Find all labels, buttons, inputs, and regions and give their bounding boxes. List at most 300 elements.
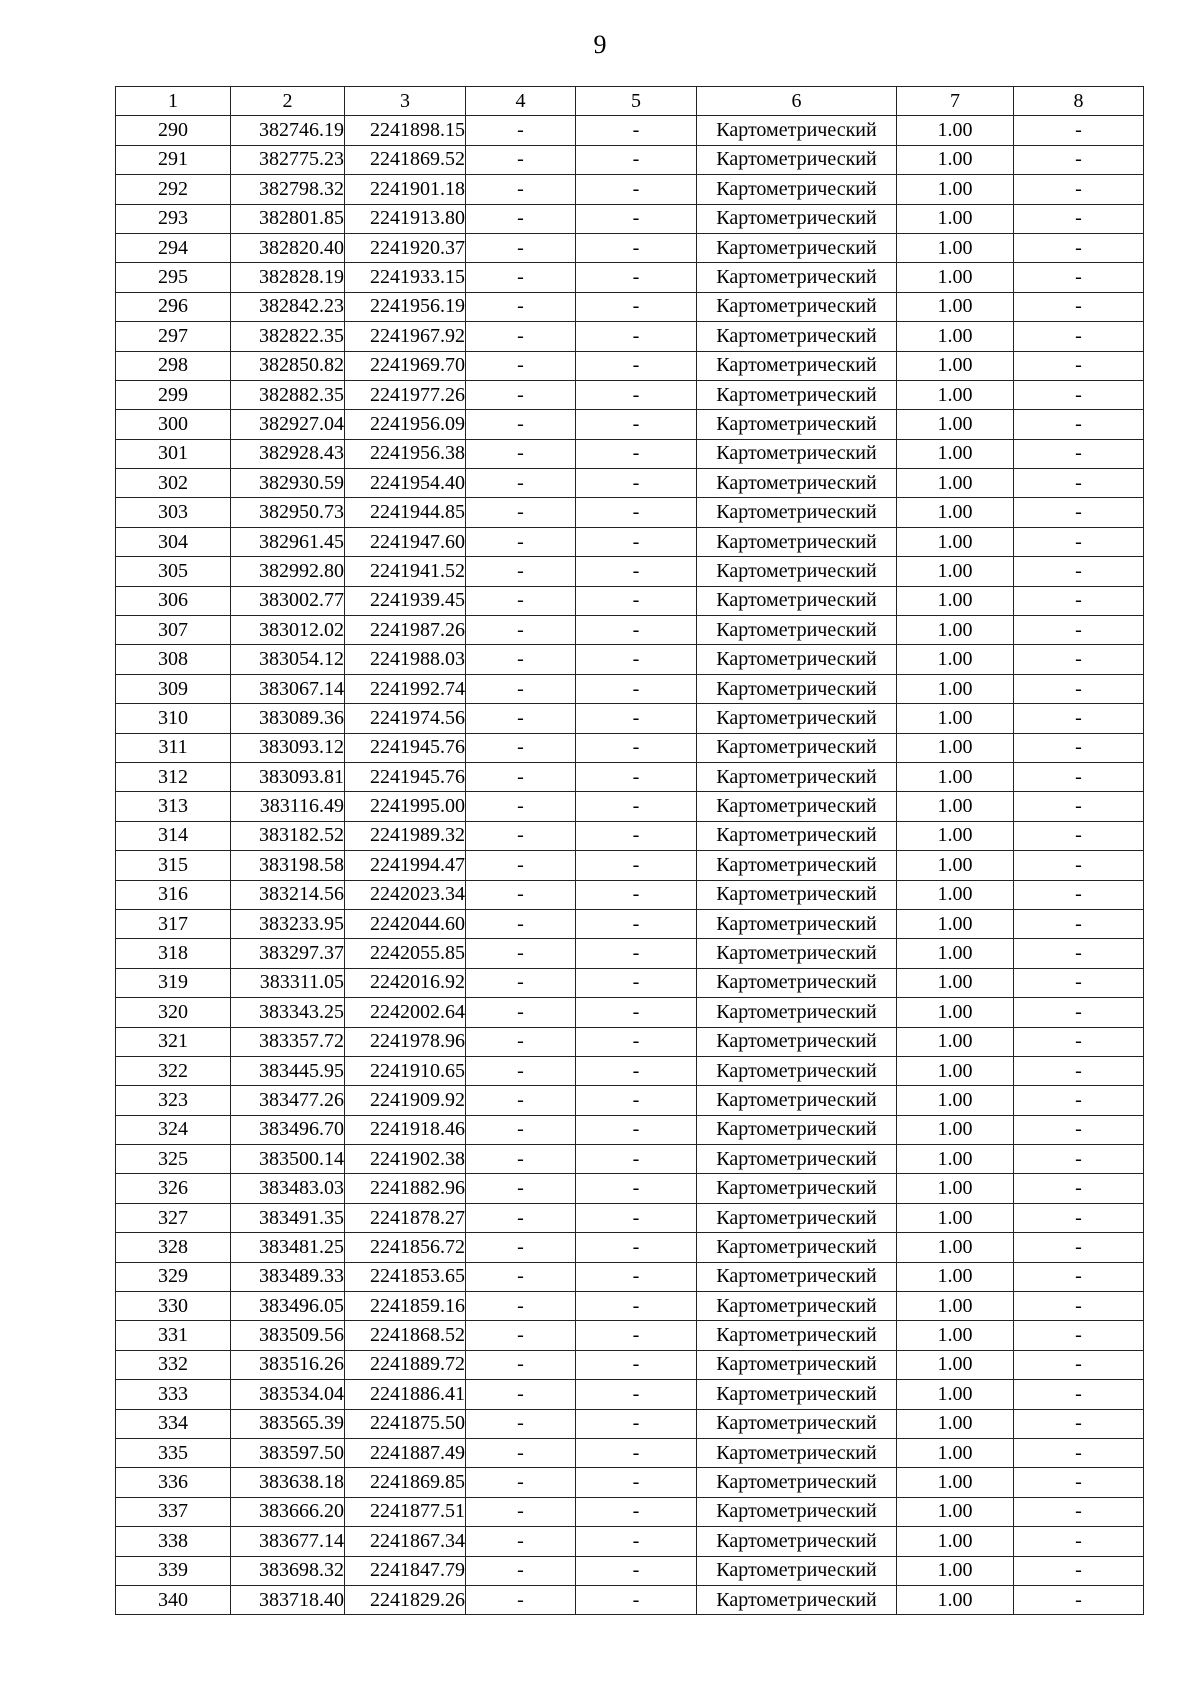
column-4-cell: -	[466, 439, 576, 468]
point-number-cell: 331	[116, 1321, 231, 1350]
column-5-cell: -	[576, 880, 697, 909]
point-number-cell: 333	[116, 1380, 231, 1409]
column-5-cell: -	[576, 1086, 697, 1115]
y-coordinate-cell: 2241994.47	[345, 851, 466, 880]
method-cell: Картометрический	[697, 1203, 897, 1232]
column-5-cell: -	[576, 1409, 697, 1438]
point-number-cell: 325	[116, 1145, 231, 1174]
y-coordinate-cell: 2241956.19	[345, 292, 466, 321]
method-cell: Картометрический	[697, 557, 897, 586]
column-5-cell: -	[576, 1350, 697, 1379]
table-row	[116, 1262, 1144, 1291]
x-coordinate-cell: 382961.45	[231, 527, 345, 556]
column-5-cell: -	[576, 204, 697, 233]
point-number-cell: 307	[116, 616, 231, 645]
point-number-cell: 328	[116, 1233, 231, 1262]
column-4-cell: -	[466, 909, 576, 938]
method-cell: Картометрический	[697, 880, 897, 909]
column-4-cell: -	[466, 968, 576, 997]
table-row	[116, 821, 1144, 850]
point-number-cell: 290	[116, 116, 231, 145]
table-row	[116, 586, 1144, 615]
column-8-cell: -	[1014, 821, 1144, 850]
column-4-cell: -	[466, 616, 576, 645]
accuracy-cell: 1.00	[897, 880, 1014, 909]
accuracy-cell: 1.00	[897, 116, 1014, 145]
column-8-cell: -	[1014, 792, 1144, 821]
accuracy-cell: 1.00	[897, 1027, 1014, 1056]
accuracy-cell: 1.00	[897, 1233, 1014, 1262]
accuracy-cell: 1.00	[897, 380, 1014, 409]
y-coordinate-cell: 2241988.03	[345, 645, 466, 674]
table-row	[116, 939, 1144, 968]
point-number-cell: 309	[116, 674, 231, 703]
accuracy-cell: 1.00	[897, 1056, 1014, 1085]
x-coordinate-cell: 383054.12	[231, 645, 345, 674]
column-4-cell: -	[466, 1585, 576, 1614]
method-cell: Картометрический	[697, 909, 897, 938]
method-cell: Картометрический	[697, 380, 897, 409]
x-coordinate-cell: 383677.14	[231, 1527, 345, 1556]
y-coordinate-cell: 2241933.15	[345, 263, 466, 292]
y-coordinate-cell: 2241889.72	[345, 1350, 466, 1379]
point-number-cell: 305	[116, 557, 231, 586]
column-4-cell: -	[466, 1203, 576, 1232]
accuracy-cell: 1.00	[897, 145, 1014, 174]
method-cell: Картометрический	[697, 1468, 897, 1497]
accuracy-cell: 1.00	[897, 439, 1014, 468]
x-coordinate-cell: 382775.23	[231, 145, 345, 174]
method-cell: Картометрический	[697, 498, 897, 527]
accuracy-cell: 1.00	[897, 1086, 1014, 1115]
column-5-cell: -	[576, 616, 697, 645]
y-coordinate-cell: 2241945.76	[345, 733, 466, 762]
column-4-cell: -	[466, 792, 576, 821]
method-cell: Картометрический	[697, 1027, 897, 1056]
table-row	[116, 1556, 1144, 1585]
column-8-cell: -	[1014, 1262, 1144, 1291]
column-5-cell: -	[576, 292, 697, 321]
accuracy-cell: 1.00	[897, 939, 1014, 968]
y-coordinate-cell: 2242044.60	[345, 909, 466, 938]
point-number-cell: 317	[116, 909, 231, 938]
x-coordinate-cell: 383093.12	[231, 733, 345, 762]
point-number-cell: 321	[116, 1027, 231, 1056]
point-number-cell: 301	[116, 439, 231, 468]
point-number-cell: 292	[116, 175, 231, 204]
x-coordinate-cell: 382798.32	[231, 175, 345, 204]
accuracy-cell: 1.00	[897, 292, 1014, 321]
column-4-cell: -	[466, 1409, 576, 1438]
method-cell: Картометрический	[697, 410, 897, 439]
column-8-cell: -	[1014, 322, 1144, 351]
column-8-cell: -	[1014, 1233, 1144, 1262]
y-coordinate-cell: 2241878.27	[345, 1203, 466, 1232]
point-number-cell: 311	[116, 733, 231, 762]
point-number-cell: 295	[116, 263, 231, 292]
column-header-2: 2	[231, 87, 345, 116]
accuracy-cell: 1.00	[897, 1292, 1014, 1321]
column-4-cell: -	[466, 557, 576, 586]
column-8-cell: -	[1014, 1174, 1144, 1203]
table-row	[116, 674, 1144, 703]
column-8-cell: -	[1014, 1409, 1144, 1438]
column-5-cell: -	[576, 1174, 697, 1203]
method-cell: Картометрический	[697, 175, 897, 204]
x-coordinate-cell: 383297.37	[231, 939, 345, 968]
table-row	[116, 1233, 1144, 1262]
accuracy-cell: 1.00	[897, 1438, 1014, 1467]
column-5-cell: -	[576, 1497, 697, 1526]
table-row	[116, 469, 1144, 498]
column-4-cell: -	[466, 1056, 576, 1085]
point-number-cell: 296	[116, 292, 231, 321]
column-5-cell: -	[576, 792, 697, 821]
column-8-cell: -	[1014, 263, 1144, 292]
column-5-cell: -	[576, 1468, 697, 1497]
point-number-cell: 322	[116, 1056, 231, 1085]
point-number-cell: 340	[116, 1585, 231, 1614]
column-5-cell: -	[576, 116, 697, 145]
column-header-8: 8	[1014, 87, 1144, 116]
column-4-cell: -	[466, 939, 576, 968]
column-4-cell: -	[466, 586, 576, 615]
column-8-cell: -	[1014, 1556, 1144, 1585]
table-row	[116, 1292, 1144, 1321]
point-number-cell: 308	[116, 645, 231, 674]
x-coordinate-cell: 383483.03	[231, 1174, 345, 1203]
accuracy-cell: 1.00	[897, 469, 1014, 498]
column-8-cell: -	[1014, 1292, 1144, 1321]
table-row	[116, 233, 1144, 262]
method-cell: Картометрический	[697, 674, 897, 703]
column-8-cell: -	[1014, 1321, 1144, 1350]
accuracy-cell: 1.00	[897, 586, 1014, 615]
table-row	[116, 792, 1144, 821]
x-coordinate-cell: 383666.20	[231, 1497, 345, 1526]
accuracy-cell: 1.00	[897, 322, 1014, 351]
point-number-cell: 306	[116, 586, 231, 615]
y-coordinate-cell: 2241992.74	[345, 674, 466, 703]
y-coordinate-cell: 2241920.37	[345, 233, 466, 262]
column-5-cell: -	[576, 1233, 697, 1262]
x-coordinate-cell: 382828.19	[231, 263, 345, 292]
y-coordinate-cell: 2241898.15	[345, 116, 466, 145]
column-4-cell: -	[466, 1468, 576, 1497]
y-coordinate-cell: 2241877.51	[345, 1497, 466, 1526]
column-4-cell: -	[466, 1027, 576, 1056]
accuracy-cell: 1.00	[897, 1262, 1014, 1291]
point-number-cell: 329	[116, 1262, 231, 1291]
accuracy-cell: 1.00	[897, 674, 1014, 703]
table-row	[116, 762, 1144, 791]
column-8-cell: -	[1014, 704, 1144, 733]
accuracy-cell: 1.00	[897, 1527, 1014, 1556]
point-number-cell: 293	[116, 204, 231, 233]
y-coordinate-cell: 2241909.92	[345, 1086, 466, 1115]
y-coordinate-cell: 2241887.49	[345, 1438, 466, 1467]
column-header-4: 4	[466, 87, 576, 116]
point-number-cell: 334	[116, 1409, 231, 1438]
accuracy-cell: 1.00	[897, 909, 1014, 938]
y-coordinate-cell: 2241875.50	[345, 1409, 466, 1438]
method-cell: Картометрический	[697, 586, 897, 615]
y-coordinate-cell: 2241853.65	[345, 1262, 466, 1291]
column-5-cell: -	[576, 1262, 697, 1291]
table-row	[116, 909, 1144, 938]
point-number-cell: 297	[116, 322, 231, 351]
table-row	[116, 851, 1144, 880]
column-8-cell: -	[1014, 1438, 1144, 1467]
column-5-cell: -	[576, 469, 697, 498]
point-number-cell: 294	[116, 233, 231, 262]
column-4-cell: -	[466, 410, 576, 439]
method-cell: Картометрический	[697, 527, 897, 556]
method-cell: Картометрический	[697, 1380, 897, 1409]
point-number-cell: 302	[116, 469, 231, 498]
column-4-cell: -	[466, 762, 576, 791]
point-number-cell: 327	[116, 1203, 231, 1232]
point-number-cell: 312	[116, 762, 231, 791]
column-4-cell: -	[466, 322, 576, 351]
column-header-1: 1	[116, 87, 231, 116]
column-5-cell: -	[576, 939, 697, 968]
column-5-cell: -	[576, 410, 697, 439]
accuracy-cell: 1.00	[897, 1409, 1014, 1438]
table-row	[116, 616, 1144, 645]
column-4-cell: -	[466, 380, 576, 409]
column-4-cell: -	[466, 704, 576, 733]
column-4-cell: -	[466, 1174, 576, 1203]
table-row	[116, 439, 1144, 468]
y-coordinate-cell: 2241939.45	[345, 586, 466, 615]
column-header-6: 6	[697, 87, 897, 116]
x-coordinate-cell: 382822.35	[231, 322, 345, 351]
method-cell: Картометрический	[697, 233, 897, 262]
column-4-cell: -	[466, 469, 576, 498]
method-cell: Картометрический	[697, 145, 897, 174]
column-8-cell: -	[1014, 175, 1144, 204]
column-5-cell: -	[576, 351, 697, 380]
column-8-cell: -	[1014, 968, 1144, 997]
y-coordinate-cell: 2241868.52	[345, 1321, 466, 1350]
column-8-cell: -	[1014, 527, 1144, 556]
column-8-cell: -	[1014, 1027, 1144, 1056]
table-row	[116, 527, 1144, 556]
column-4-cell: -	[466, 1292, 576, 1321]
point-number-cell: 310	[116, 704, 231, 733]
column-header-7: 7	[897, 87, 1014, 116]
x-coordinate-cell: 383638.18	[231, 1468, 345, 1497]
column-5-cell: -	[576, 674, 697, 703]
accuracy-cell: 1.00	[897, 204, 1014, 233]
column-4-cell: -	[466, 498, 576, 527]
column-5-cell: -	[576, 1556, 697, 1585]
column-8-cell: -	[1014, 1056, 1144, 1085]
table-row	[116, 1438, 1144, 1467]
x-coordinate-cell: 382801.85	[231, 204, 345, 233]
y-coordinate-cell: 2241967.92	[345, 322, 466, 351]
point-number-cell: 314	[116, 821, 231, 850]
table-row	[116, 292, 1144, 321]
y-coordinate-cell: 2241978.96	[345, 1027, 466, 1056]
x-coordinate-cell: 383198.58	[231, 851, 345, 880]
column-8-cell: -	[1014, 439, 1144, 468]
method-cell: Картометрический	[697, 1527, 897, 1556]
point-number-cell: 332	[116, 1350, 231, 1379]
column-4-cell: -	[466, 1497, 576, 1526]
point-number-cell: 319	[116, 968, 231, 997]
table-row	[116, 1115, 1144, 1144]
accuracy-cell: 1.00	[897, 1174, 1014, 1203]
accuracy-cell: 1.00	[897, 1497, 1014, 1526]
y-coordinate-cell: 2241956.09	[345, 410, 466, 439]
table-row	[116, 1585, 1144, 1614]
method-cell: Картометрический	[697, 116, 897, 145]
column-5-cell: -	[576, 1380, 697, 1409]
accuracy-cell: 1.00	[897, 616, 1014, 645]
table-body	[116, 116, 1144, 1615]
y-coordinate-cell: 2241901.18	[345, 175, 466, 204]
method-cell: Картометрический	[697, 1497, 897, 1526]
table-row	[116, 145, 1144, 174]
column-8-cell: -	[1014, 233, 1144, 262]
column-8-cell: -	[1014, 410, 1144, 439]
accuracy-cell: 1.00	[897, 527, 1014, 556]
column-8-cell: -	[1014, 204, 1144, 233]
x-coordinate-cell: 382927.04	[231, 410, 345, 439]
column-4-cell: -	[466, 1233, 576, 1262]
y-coordinate-cell: 2241882.96	[345, 1174, 466, 1203]
table-row	[116, 1027, 1144, 1056]
column-4-cell: -	[466, 233, 576, 262]
y-coordinate-cell: 2241902.38	[345, 1145, 466, 1174]
column-8-cell: -	[1014, 1585, 1144, 1614]
accuracy-cell: 1.00	[897, 557, 1014, 586]
x-coordinate-cell: 383534.04	[231, 1380, 345, 1409]
column-8-cell: -	[1014, 616, 1144, 645]
method-cell: Картометрический	[697, 263, 897, 292]
accuracy-cell: 1.00	[897, 1145, 1014, 1174]
column-8-cell: -	[1014, 292, 1144, 321]
x-coordinate-cell: 383496.05	[231, 1292, 345, 1321]
accuracy-cell: 1.00	[897, 410, 1014, 439]
y-coordinate-cell: 2241947.60	[345, 527, 466, 556]
table-row	[116, 968, 1144, 997]
column-8-cell: -	[1014, 733, 1144, 762]
x-coordinate-cell: 383002.77	[231, 586, 345, 615]
x-coordinate-cell: 382842.23	[231, 292, 345, 321]
header-row	[116, 87, 1144, 116]
x-coordinate-cell: 383565.39	[231, 1409, 345, 1438]
accuracy-cell: 1.00	[897, 645, 1014, 674]
point-number-cell: 303	[116, 498, 231, 527]
accuracy-cell: 1.00	[897, 1380, 1014, 1409]
x-coordinate-cell: 382930.59	[231, 469, 345, 498]
y-coordinate-cell: 2241918.46	[345, 1115, 466, 1144]
page-number: 9	[593, 30, 607, 59]
accuracy-cell: 1.00	[897, 498, 1014, 527]
method-cell: Картометрический	[697, 439, 897, 468]
accuracy-cell: 1.00	[897, 1556, 1014, 1585]
column-8-cell: -	[1014, 1145, 1144, 1174]
accuracy-cell: 1.00	[897, 1468, 1014, 1497]
column-8-cell: -	[1014, 498, 1144, 527]
column-4-cell: -	[466, 116, 576, 145]
method-cell: Картометрический	[697, 1409, 897, 1438]
y-coordinate-cell: 2242023.34	[345, 880, 466, 909]
method-cell: Картометрический	[697, 851, 897, 880]
y-coordinate-cell: 2241954.40	[345, 469, 466, 498]
column-8-cell: -	[1014, 674, 1144, 703]
method-cell: Картометрический	[697, 704, 897, 733]
point-number-cell: 335	[116, 1438, 231, 1467]
accuracy-cell: 1.00	[897, 1321, 1014, 1350]
accuracy-cell: 1.00	[897, 1115, 1014, 1144]
column-4-cell: -	[466, 1321, 576, 1350]
column-8-cell: -	[1014, 1527, 1144, 1556]
y-coordinate-cell: 2242016.92	[345, 968, 466, 997]
column-5-cell: -	[576, 498, 697, 527]
accuracy-cell: 1.00	[897, 351, 1014, 380]
method-cell: Картометрический	[697, 1056, 897, 1085]
point-number-cell: 323	[116, 1086, 231, 1115]
coordinates-table	[115, 86, 1144, 1615]
column-header-3: 3	[345, 87, 466, 116]
column-8-cell: -	[1014, 351, 1144, 380]
method-cell: Картометрический	[697, 998, 897, 1027]
column-5-cell: -	[576, 527, 697, 556]
column-5-cell: -	[576, 1115, 697, 1144]
y-coordinate-cell: 2241969.70	[345, 351, 466, 380]
y-coordinate-cell: 2241987.26	[345, 616, 466, 645]
y-coordinate-cell: 2241989.32	[345, 821, 466, 850]
column-8-cell: -	[1014, 909, 1144, 938]
column-8-cell: -	[1014, 469, 1144, 498]
column-4-cell: -	[466, 351, 576, 380]
point-number-cell: 337	[116, 1497, 231, 1526]
y-coordinate-cell: 2241956.38	[345, 439, 466, 468]
method-cell: Картометрический	[697, 792, 897, 821]
x-coordinate-cell: 382882.35	[231, 380, 345, 409]
method-cell: Картометрический	[697, 1321, 897, 1350]
point-number-cell: 326	[116, 1174, 231, 1203]
column-8-cell: -	[1014, 880, 1144, 909]
method-cell: Картометрический	[697, 939, 897, 968]
column-5-cell: -	[576, 1145, 697, 1174]
y-coordinate-cell: 2241944.85	[345, 498, 466, 527]
column-4-cell: -	[466, 1380, 576, 1409]
point-number-cell: 330	[116, 1292, 231, 1321]
column-8-cell: -	[1014, 1468, 1144, 1497]
column-4-cell: -	[466, 527, 576, 556]
column-4-cell: -	[466, 1086, 576, 1115]
point-number-cell: 304	[116, 527, 231, 556]
column-5-cell: -	[576, 704, 697, 733]
column-5-cell: -	[576, 909, 697, 938]
x-coordinate-cell: 382820.40	[231, 233, 345, 262]
x-coordinate-cell: 383311.05	[231, 968, 345, 997]
column-5-cell: -	[576, 233, 697, 262]
column-8-cell: -	[1014, 851, 1144, 880]
y-coordinate-cell: 2241859.16	[345, 1292, 466, 1321]
accuracy-cell: 1.00	[897, 1203, 1014, 1232]
column-5-cell: -	[576, 586, 697, 615]
accuracy-cell: 1.00	[897, 263, 1014, 292]
column-8-cell: -	[1014, 1115, 1144, 1144]
column-4-cell: -	[466, 821, 576, 850]
column-4-cell: -	[466, 1527, 576, 1556]
